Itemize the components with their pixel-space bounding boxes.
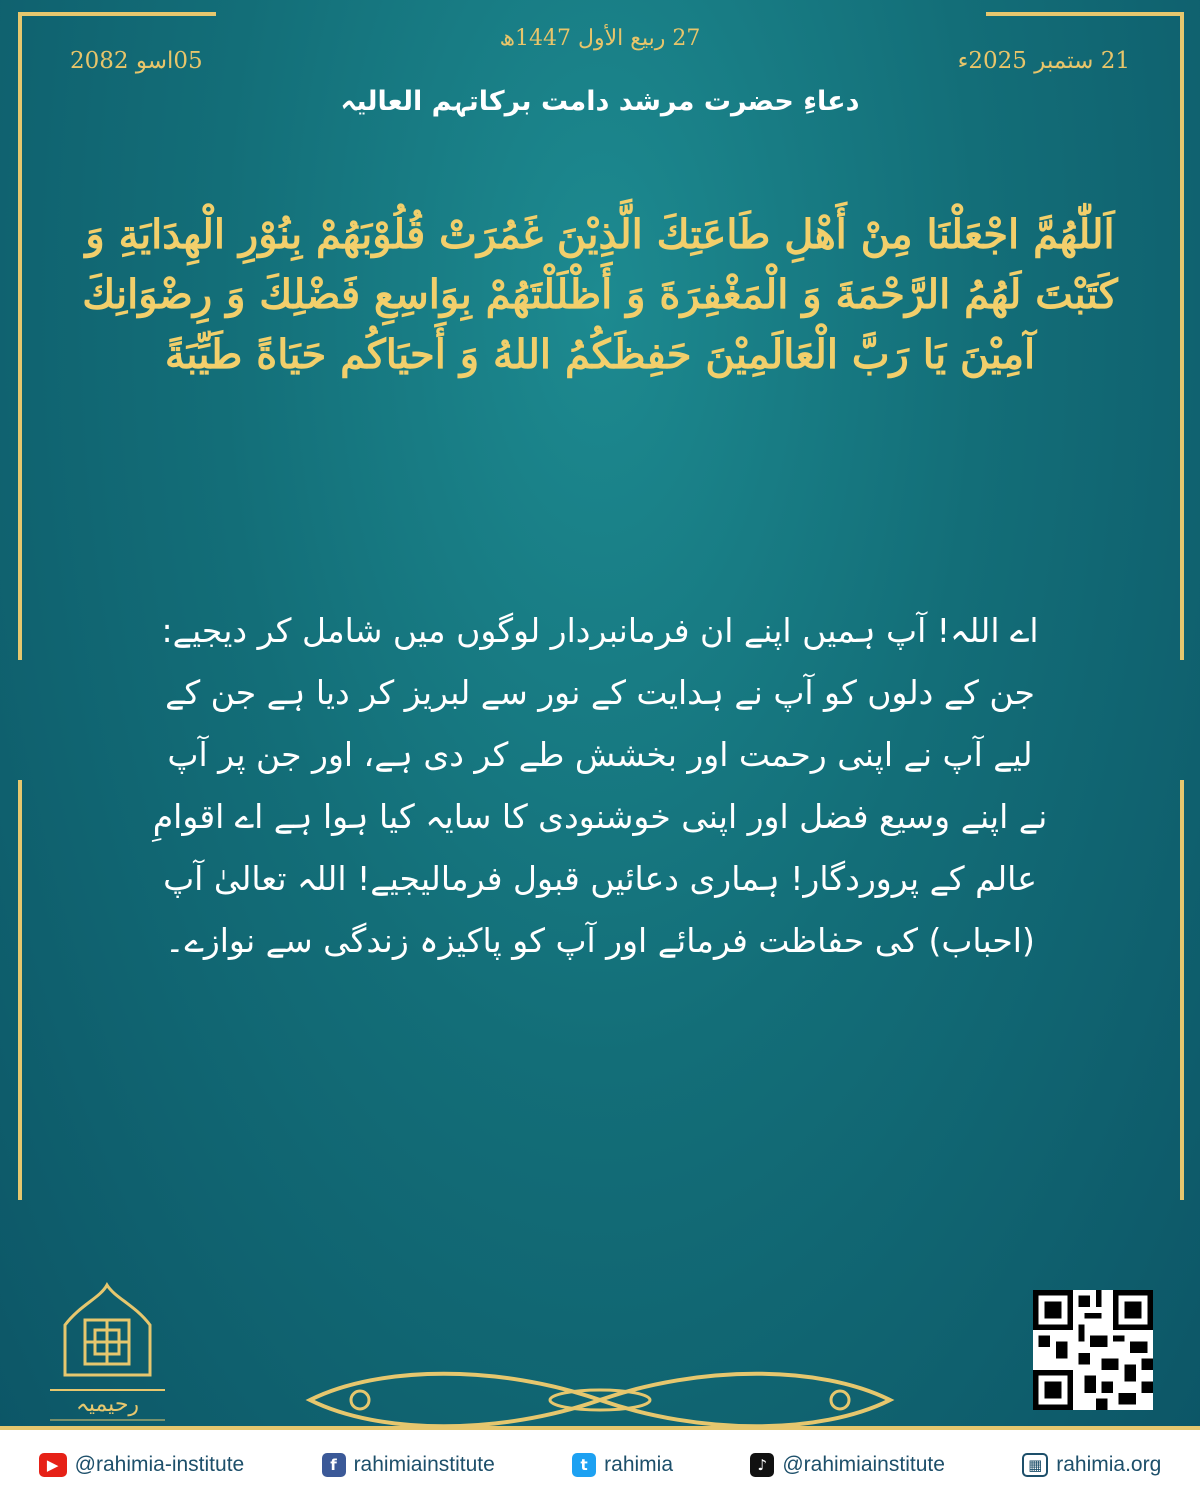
- frame-top-right: [986, 12, 1184, 16]
- qr-code: [1033, 1290, 1153, 1410]
- website-url: rahimia.org: [1056, 1453, 1162, 1476]
- twitter-icon: t: [572, 1453, 596, 1477]
- page-title: دعاءِ حضرت مرشد دامت برکاتہم العالیہ: [340, 86, 860, 117]
- tiktok-handle: @rahimiainstitute: [782, 1453, 945, 1476]
- arabic-dua: اَللّٰهُمَّ اجْعَلْنَا مِنْ أَهْلِ طَاعَتِكَ الَّذِيْنَ غَمُرَتْ قُلُوْبَهُمْ بِنُوْرِ الْهِدَايَةِ وَ كَتَبْتَ لَهُمُ الرَّحْمَةَ وَ الْمَغْفِرَةَ وَ أَظْلَلْتَهُمْ بِوَاسِعِ فَضْلِكَ وَ رِضْوَانِكَ آمِيْنَ يَا رَبَّ الْعَالَمِيْنَ حَفِظَكُمُ اللهُ وَ أَحيَاكُم حَيَاةً طَيِّبَةً: [82, 211, 1118, 378]
- hijri-date: 27 ربیع الأول 1447ھ: [499, 26, 701, 51]
- facebook-handle: rahimiainstitute: [353, 1453, 495, 1476]
- website-link[interactable]: [1022, 1453, 1161, 1477]
- youtube-handle: @rahimia-institute: [74, 1453, 245, 1476]
- web-icon: ▦: [1022, 1453, 1048, 1477]
- youtube-icon: ▶: [39, 1453, 67, 1477]
- social-footer: [0, 1426, 1200, 1500]
- frame-left-lower: [18, 780, 22, 1200]
- logo-text: رحیمیہ: [75, 1392, 140, 1417]
- gold-ornament: [300, 1370, 900, 1430]
- rahimia-logo: [40, 1280, 175, 1435]
- frame-right-lower: [1180, 780, 1184, 1200]
- tiktok-icon: ♪: [750, 1453, 774, 1477]
- twitter-link[interactable]: [572, 1453, 673, 1477]
- facebook-icon: f: [322, 1453, 346, 1477]
- gregorian-date: 21 ستمبر 2025ء: [957, 48, 1130, 74]
- youtube-link[interactable]: [39, 1453, 245, 1477]
- facebook-link[interactable]: [322, 1453, 495, 1477]
- twitter-handle: rahimia: [604, 1453, 673, 1476]
- urdu-translation: اے اللہ! آپ ہمیں اپنے ان فرمانبردار لوگوں میں شامل کر دیجیے: جن کے دلوں کو آپ نے ہدایت کے نور سے لبریز کر دیا ہے جن کے لیے آپ نے اپنی رحمت اور بخشش طے کر دی ہے، اور جن پر آپ نے اپنے وسیع فضل اور اپنی خوشنودی کا سایہ کیا ہوا ہے اے اقوامِ عالم کے پروردگار! ہماری دعائیں قبول فرمالیجیے! اللہ تعالیٰ آپ (احباب) کی حفاظت فرمائے اور آپ کو پاکیزہ زندگی سے نوازے۔: [152, 611, 1048, 960]
- tiktok-link[interactable]: [750, 1453, 945, 1477]
- frame-top-left: [18, 12, 216, 16]
- vikram-date: 05اسو 2082: [70, 48, 203, 74]
